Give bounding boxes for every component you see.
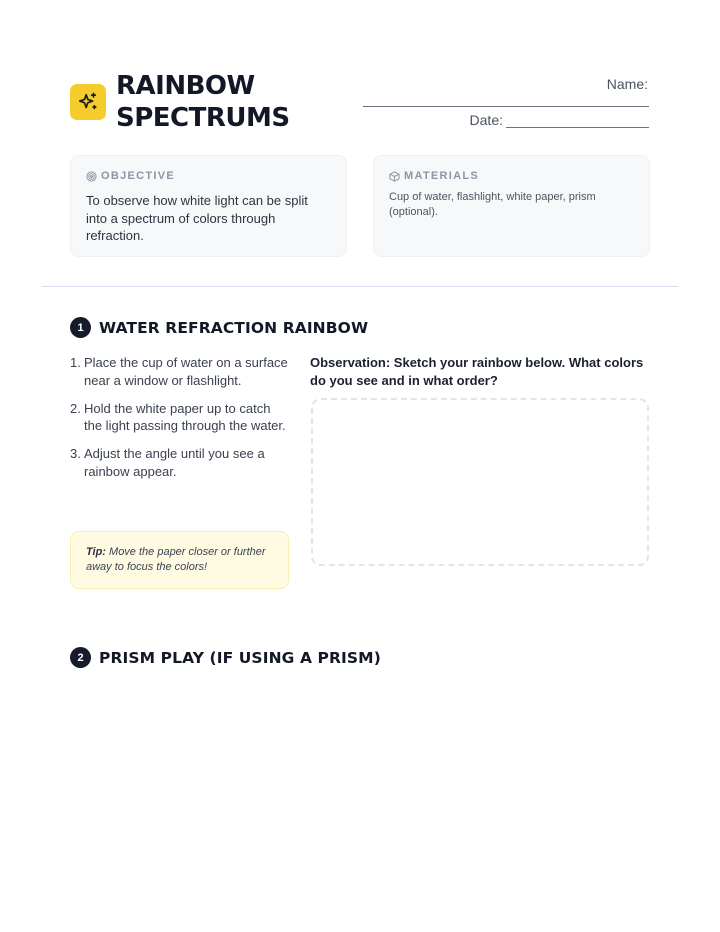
tip-label: Tip: [86,546,106,558]
name-field[interactable] [363,106,649,107]
step-number: 3. [70,446,81,461]
tip-text: Move the paper closer or further away to focus the colors! [86,546,266,573]
observation-label: Observation: Sketch your rainbow below. What colors do you see and in what order? [310,355,644,388]
date-label: Date: [469,112,503,128]
box-icon [389,171,400,182]
section-number-badge: 2 [70,647,91,668]
sketch-area[interactable] [311,398,649,566]
objective-text: To observe how white light can be split into a spectrum of colors through refraction. [86,193,308,243]
step-text: Place the cup of water on a surface near a window or flashlight. [84,355,288,388]
instruction-list [70,354,290,491]
section-divider [42,286,678,287]
date-row [470,112,649,128]
target-icon [86,171,97,182]
section-title: PRISM PLAY (IF USING A PRISM) [99,648,381,667]
objective-label: OBJECTIVE [101,170,176,182]
objective-card [70,155,347,257]
name-label: Name: [606,76,648,92]
date-field[interactable] [506,114,649,128]
materials-card [373,155,650,257]
section-number-badge: 1 [70,317,91,338]
section-2-header [70,647,381,668]
title-line-1: RAINBOW [116,71,255,101]
list-item [70,354,290,389]
sparkles-icon [70,84,106,120]
list-item [70,445,290,480]
page-title [116,70,290,134]
materials-header [389,170,634,182]
materials-label: MATERIALS [404,170,480,182]
tip-box [70,531,289,589]
section-title: WATER REFRACTION RAINBOW [99,318,369,337]
list-item [70,400,290,435]
objective-header [86,170,331,182]
materials-text: Cup of water, flashlight, white paper, prism (optional). [389,191,596,218]
section-1-header [70,317,368,338]
title-line-2: SPECTRUMS [116,103,290,133]
step-number: 2. [70,400,81,416]
step-number: 1. [70,355,81,370]
step-text: Adjust the angle until you see a rainbow appear. [84,446,265,479]
step-text: Hold the white paper up to catch the light passing through the water. [84,400,286,433]
